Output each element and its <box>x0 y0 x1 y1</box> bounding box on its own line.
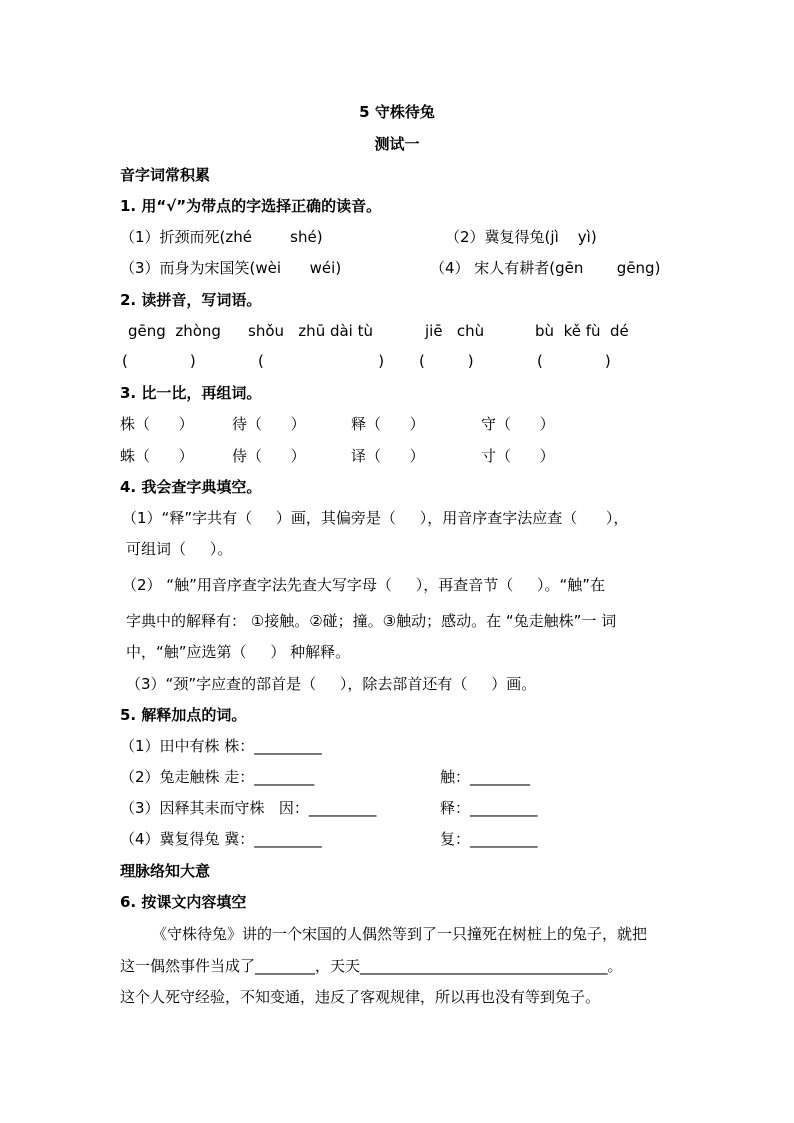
question-1-heading: 1. 用“√”为带点的字选择正确的读音。 <box>120 197 382 215</box>
question-5-item-1: （1）田中有株 株：_________ <box>120 737 322 755</box>
compare-item: 侍（ ） <box>232 447 306 465</box>
question-6-line-3: 这个人死守经验，不知变通，违反了客观规律，所以再也没有等到兔子。 <box>120 988 601 1006</box>
compare-item: 蛛（ ） <box>120 447 194 465</box>
answer-blank-3[interactable]: ( ) <box>419 352 474 370</box>
section-heading-2: 理脉络知大意 <box>120 862 211 880</box>
compare-item: 守（ ） <box>481 415 555 433</box>
question-4-line-5: 中，“触”应选第（ ） 种解释。 <box>126 643 351 661</box>
answer-blank-2[interactable]: ( ) <box>258 352 385 370</box>
question-4-heading: 4. 我会查字典填空。 <box>120 478 262 496</box>
page-subtitle: 测试一 <box>374 135 420 153</box>
question-4-line-2: 可组词（ ）。 <box>126 540 233 558</box>
question-3-heading: 3. 比一比，再组词。 <box>120 384 262 402</box>
question-5-item-2: （2）兔走触株 走：________ <box>120 768 315 786</box>
question-6-line-2: 这一偶然事件当成了________，天天_________________________________。 <box>120 957 623 975</box>
question-5-item-3: （3）因释其耒而守株 因：_________ <box>120 799 377 817</box>
page-title: 5 守株待兔 <box>359 103 435 121</box>
question-1-item-2: （2）冀复得兔(jì yì) <box>445 228 597 246</box>
compare-item: 寸（ ） <box>481 447 555 465</box>
answer-blank-1[interactable]: ( ) <box>122 352 196 370</box>
compare-item: 释（ ） <box>351 415 425 433</box>
question-6-heading: 6. 按课文内容填空 <box>120 893 247 911</box>
question-1-item-4: （4） 宋人有耕者(gēn gēng) <box>430 259 661 277</box>
pinyin-3: jiē chù <box>425 322 485 340</box>
compare-item: 译（ ） <box>351 447 425 465</box>
compare-item: 待（ ） <box>232 415 306 433</box>
pinyin-4: bù kě fù dé <box>535 322 629 340</box>
question-5-item-2b: 触：________ <box>440 768 531 786</box>
question-4-line-4: 字典中的解释有： ①接触。②碰；撞。③触动；感动。在 “兔走触株”一 词 <box>126 612 617 630</box>
question-5-heading: 5. 解释加点的词。 <box>120 706 247 724</box>
answer-blank-4[interactable]: ( ) <box>537 352 611 370</box>
section-heading-1: 音字词常积累 <box>120 166 211 184</box>
question-5-item-4b: 复：_________ <box>440 830 538 848</box>
pinyin-1: gēng zhòng <box>128 322 221 340</box>
question-4-line-3: （2） “触”用音序查字法先查大写字母（ ），再查音节（ ）。“触”在 <box>122 576 606 594</box>
question-4-line-1: （1）“释”字共有（ ）画，其偏旁是（ ），用音序查字法应查（ ）， <box>122 509 629 527</box>
question-2-heading: 2. 读拼音，写词语。 <box>120 291 262 309</box>
pinyin-2: shǒu zhū dài tù <box>248 322 374 340</box>
question-5-item-4: （4）冀复得兔 冀：_________ <box>120 830 322 848</box>
question-4-line-6: （3）“颈”字应查的部首是（ ），除去部首还有（ ）画。 <box>126 675 537 693</box>
compare-item: 株（ ） <box>120 415 194 433</box>
question-5-item-3b: 释：_________ <box>440 799 538 817</box>
question-1-item-1: （1）折颈而死(zhé shé) <box>120 228 323 246</box>
question-1-item-3: （3）而身为宋国笑(wèi wéi) <box>120 259 342 277</box>
question-6-line-1: 《守株待兔》讲的一个宋国的人偶然等到了一只撞死在树桩上的兔子，就把 <box>152 925 648 943</box>
